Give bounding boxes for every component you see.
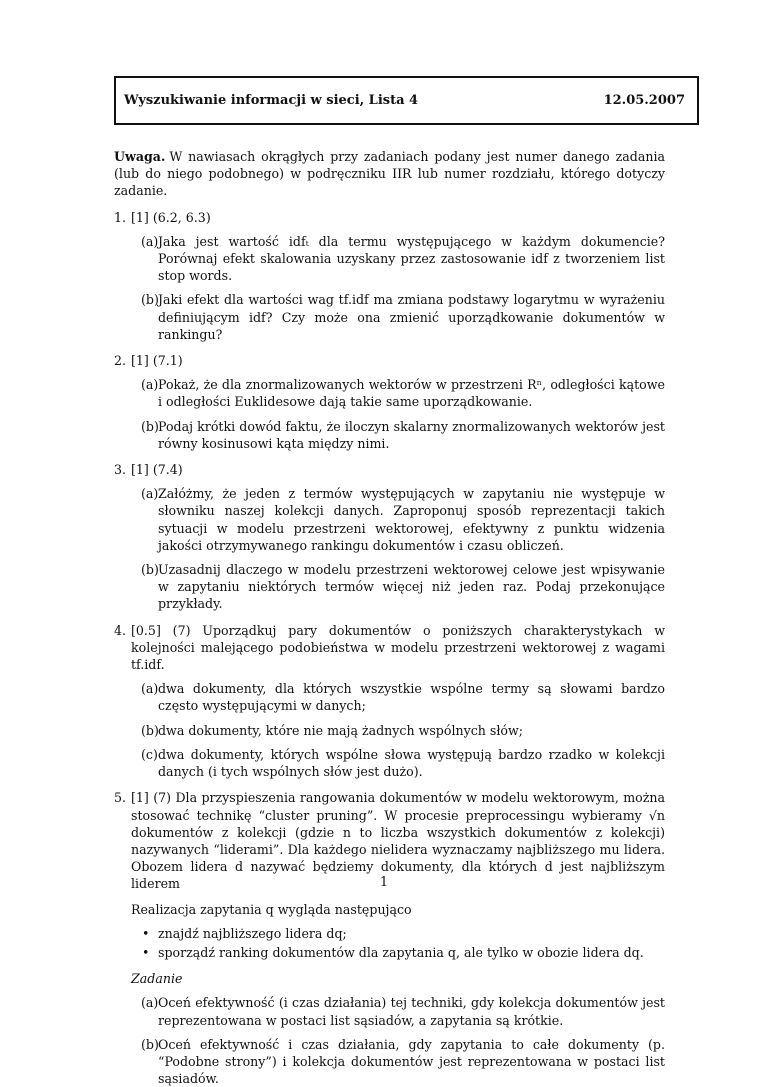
subproblem: [131, 291, 665, 343]
problem-number: 5.: [114, 790, 127, 806]
problem-1: [114, 209, 665, 343]
subproblem: [131, 485, 665, 554]
subproblem: [131, 722, 665, 739]
page-number: 1: [379, 874, 388, 889]
subproblem-text: Załóżmy, że jeden z termów występujących w zapytaniu nie występuje w słowniku naszej kolekcji danych. Zaproponuj sposób reprezentacji takich sytuacji w modelu przestrzeni wektorowej, efektywny z punktu widzenia jakości otrzymywanego rankingu dokumentów i czasu obliczeń.: [158, 486, 665, 553]
subproblem-label: (a): [141, 377, 159, 393]
content: [114, 148, 665, 1087]
bullet-list: [131, 925, 665, 961]
problem-number: 3.: [114, 462, 127, 478]
subproblem-text: Oceń efektywność i czas działania, gdy zapytania to całe dokumenty (p. “Podobne strony”) i kolekcja dokumentów jest reprezentowana w postaci list sąsiadów.: [158, 1036, 665, 1087]
query-procedure-intro: Realizacja zapytania q wygląda następująco: [131, 901, 412, 917]
list-item: • znajdź najbliższego lidera dq;: [131, 925, 665, 942]
subproblem: [131, 1036, 665, 1087]
subproblem-label: (c): [141, 746, 158, 762]
note-text: W nawiasach okrągłych przy zadaniach podany jest numer danego zadania (lub do niego podobnego) w podręczniku IIR lub numer rozdziału, którego dotyczy zadanie.: [114, 149, 665, 199]
subproblem-text: Podaj krótki dowód faktu, że iloczyn skalarny znormalizowanych wektorów jest równy kosinusowi kąta między nimi.: [158, 418, 665, 451]
header-box: [114, 76, 699, 125]
task-heading: Zadanie: [131, 971, 183, 987]
subproblem: [131, 376, 665, 410]
note-label: Uwaga.: [114, 149, 166, 164]
problem-3: [114, 461, 665, 613]
subproblem: [131, 418, 665, 452]
subproblem-text: dwa dokumenty, dla których wszystkie wspólne termy są słowami bardzo często występującymi w danych;: [158, 681, 665, 714]
subproblem-text: Jaki efekt dla wartości wag tf.idf ma zmiana podstawy logarytmu w wyrażeniu definiującym idf? Czy może ona zmienić uporządkowanie dokumentów w rankingu?: [158, 292, 665, 342]
subproblem-label: (b): [141, 562, 159, 578]
problem-number: 2.: [114, 353, 127, 369]
subproblem-label: (b): [141, 722, 159, 738]
problem-4: [114, 622, 665, 781]
subproblem-label: (a): [141, 995, 159, 1011]
subproblem-label: (a): [141, 681, 159, 697]
subproblem: [131, 994, 665, 1028]
subproblem-label: (b): [141, 292, 159, 308]
subproblem-text: Oceń efektywność (i czas działania) tej techniki, gdy kolekcja dokumentów jest reprezentowana w postaci list sąsiadów, a zapytania są krótkie.: [158, 995, 665, 1028]
subproblem: [131, 233, 665, 285]
document-date: 12.05.2007: [603, 92, 685, 108]
problem-heading: [1] (7.1): [131, 353, 183, 369]
subproblem-label: (b): [141, 1036, 159, 1052]
document-title: Wyszukiwanie informacji w sieci, Lista 4: [124, 92, 419, 108]
subproblem-text: dwa dokumenty, których wspólne słowa występują bardzo rzadko w kolekcji danych (i tych wspólnych słów jest dużo).: [158, 746, 665, 780]
problem-heading: [1] (7) Dla przyspieszenia rangowania dokumentów w modelu wektorowym, można stosować technikę “cluster pruning”. W procesie preprocessingu wybieramy √n dokumentów z kolekcji (gdzie n to liczba wszystkich dokumentów z kolekcji) nazywanych “liderami”. Dla każdego nielidera wyznaczamy najbliższego mu lidera. Obozem lidera d nazywać będziemy dokumenty, dla których d jest najbliższym liderem: [131, 790, 665, 892]
subproblem: [131, 746, 665, 780]
subproblem-text: Pokaż, że dla znormalizowanych wektorów w przestrzeni Rⁿ, odległości kątowe i odległości Euklidesowe dają takie same uporządkowanie.: [158, 377, 665, 410]
subproblem: [131, 680, 665, 714]
problem-number: 4.: [114, 622, 127, 638]
subproblem-text: Jaka jest wartość idfₜ dla termu występującego w każdym dokumencie? Porównaj efekt skalowania uzyskany przez zastosowanie idf z tworzeniem list stop words.: [158, 233, 665, 284]
note: [114, 148, 665, 200]
problem-2: [114, 352, 665, 452]
subproblem-label: (a): [141, 233, 159, 249]
subproblem-text: Uzasadnij dlaczego w modelu przestrzeni wektorowej celowe jest wpisywanie w zapytaniu niektórych termów więcej niż jeden raz. Podaj przekonujące przykłady.: [158, 562, 665, 612]
list-item: • sporządź ranking dokumentów dla zapytania q, ale tylko w obozie lidera dq.: [131, 944, 665, 961]
subproblem-text: dwa dokumenty, które nie mają żadnych wspólnych słów;: [158, 722, 524, 738]
subproblem-label: (b): [141, 418, 159, 434]
problem-5: [114, 789, 665, 1087]
problem-heading: [1] (6.2, 6.3): [131, 209, 211, 225]
problem-heading: [1] (7.4): [131, 462, 183, 478]
subproblem-label: (a): [141, 486, 159, 502]
problem-heading: [0.5] (7) Uporządkuj pary dokumentów o poniższych charakterystykach w kolejności malejącego podobieństwa w modelu przestrzeni wektorowej z wagami tf.idf.: [131, 622, 665, 673]
problem-number: 1.: [114, 209, 127, 225]
subproblem: [131, 561, 665, 613]
